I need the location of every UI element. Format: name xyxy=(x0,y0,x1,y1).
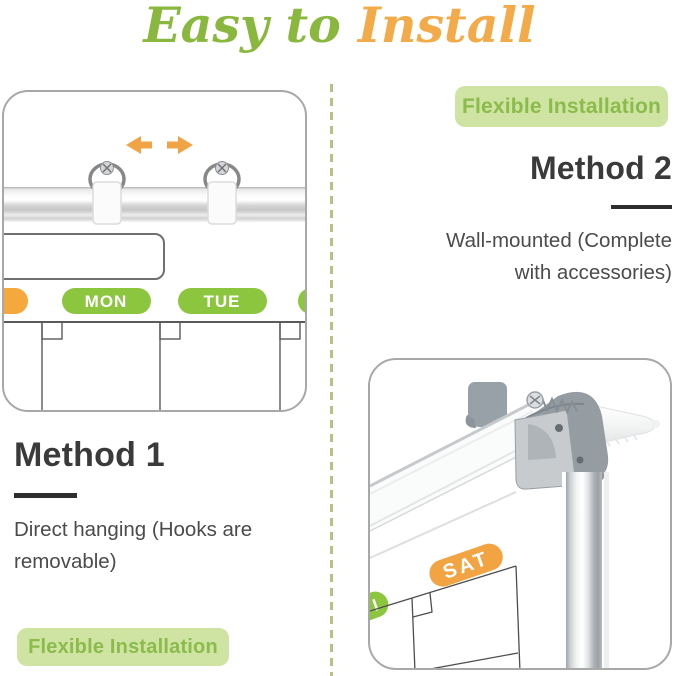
day-pill-mon xyxy=(62,288,151,314)
slide-left-arrow-icon xyxy=(126,136,152,154)
hanging-hook-icon xyxy=(205,162,239,225)
badge-label: Flexible Installation xyxy=(28,635,218,658)
method-2-illustration-panel xyxy=(368,358,672,670)
method-1-section xyxy=(14,436,292,578)
method-2-description: Wall-mounted (Complete with accessories) xyxy=(446,229,672,284)
flexible-installation-badge-top xyxy=(455,86,668,127)
method-1-description: Direct hanging (Hooks are removable) xyxy=(14,518,253,573)
day-pill-partial-left xyxy=(4,288,28,314)
day-pill-partial-right xyxy=(298,288,307,314)
board-side-frame xyxy=(562,472,609,670)
hanging-rail xyxy=(4,187,307,222)
planner-grid xyxy=(4,322,307,412)
title-prefix: Easy to xyxy=(143,0,358,54)
badge-label: Flexible Installation xyxy=(461,94,662,118)
planner-title-box xyxy=(4,234,164,279)
day-pill-tue xyxy=(178,288,267,314)
angled-day-pill-sat xyxy=(426,540,507,590)
method-2-heading: Method 2 xyxy=(529,150,672,186)
method-1-underline xyxy=(14,493,77,498)
method-2-underline xyxy=(611,205,672,209)
day-label-fri-partial: I xyxy=(370,595,381,615)
day-label-sat: SAT xyxy=(440,547,493,584)
flexible-installation-badge-bottom xyxy=(17,628,229,666)
wall-mount-illustration xyxy=(370,360,672,670)
day-label-mon: MON xyxy=(84,292,128,311)
method-1-heading: Method 1 xyxy=(14,436,165,474)
dashed-divider xyxy=(330,84,333,676)
page-title xyxy=(0,0,679,54)
method-1-illustration-panel xyxy=(2,90,307,412)
slide-right-arrow-icon xyxy=(167,136,193,154)
title-suffix: Install xyxy=(357,0,536,54)
hook-hanging-illustration xyxy=(4,92,307,412)
method-2-section xyxy=(420,150,672,289)
hanging-hook-icon xyxy=(90,162,124,225)
day-label-tue: TUE xyxy=(203,292,241,311)
